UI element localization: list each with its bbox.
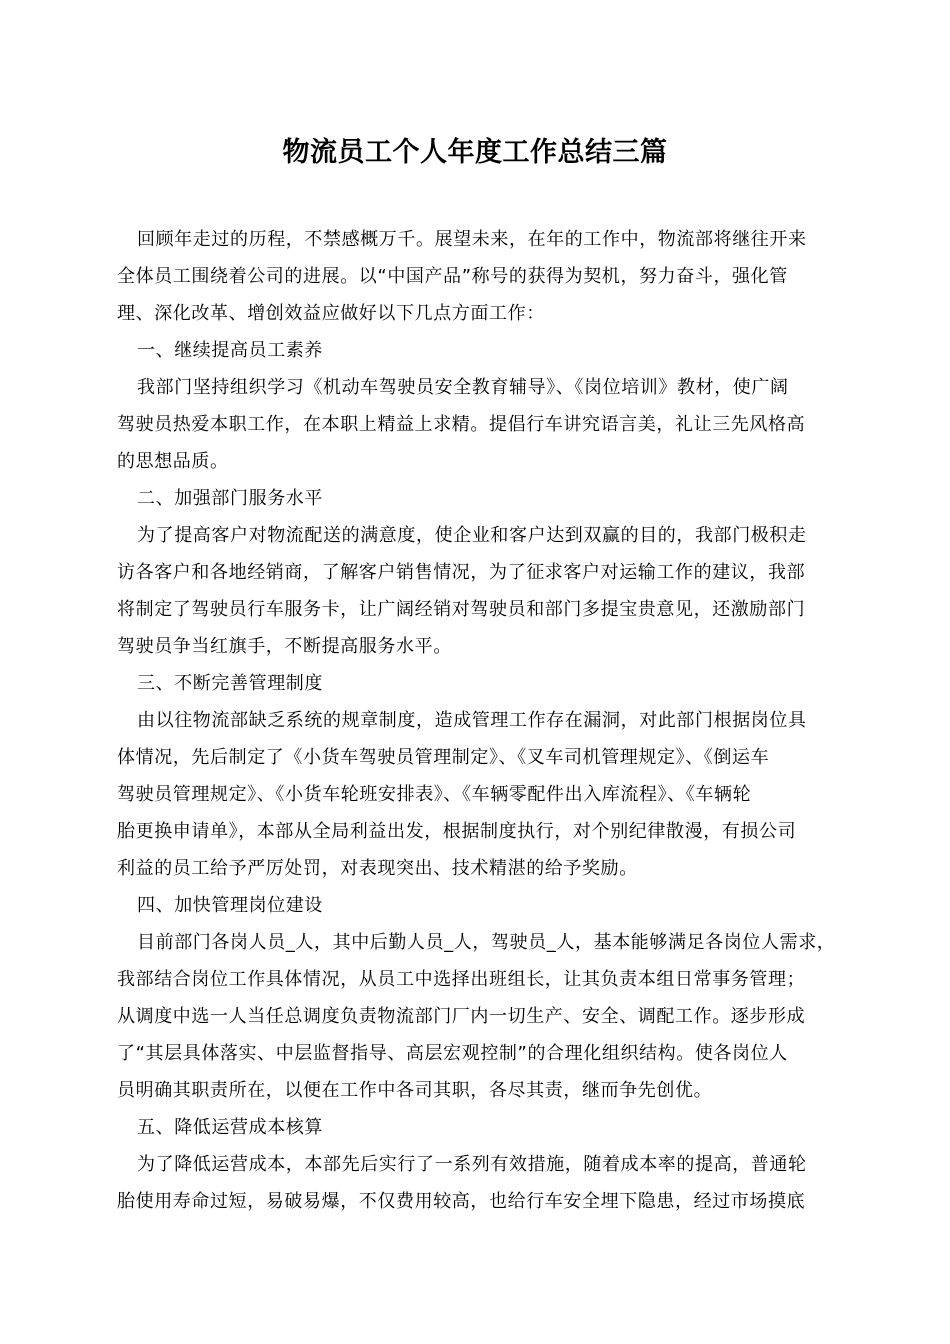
section-heading: 三、不断完善管理制度 (137, 673, 323, 694)
paragraph-line: 回顾年走过的历程，不禁感概万千。展望未来，在年的工作中，物流部将继往开来 (137, 229, 807, 250)
paragraph-line: 全体员工围绕着公司的进展。以“中国产品”称号的获得为契机，努力奋斗，强化管 (117, 266, 788, 287)
paragraph-line: 驾驶员管理规定》、《小货车轮班安排表》、《车辆零配件出入库流程》、《车辆轮 (117, 784, 752, 805)
section-heading: 二、加强部门服务水平 (137, 488, 323, 509)
paragraph-line: 体情况，先后制定了《小货车驾驶员管理制定》、《叉车司机管理规定》、《倒运车 (117, 747, 770, 768)
paragraph-line: 为了提高客户对物流配送的满意度，使企业和客户达到双赢的目的，我部门极积走 (137, 525, 807, 546)
section-heading: 四、加快管理岗位建设 (137, 895, 323, 916)
paragraph-line: 理、深化改革、增创效益应做好以下几点方面工作： (117, 303, 545, 324)
paragraph-line: 员明确其职责所在，以便在工作中各司其职，各尽其责，继而争先创优。 (117, 1080, 713, 1101)
section-heading: 五、降低运营成本核算 (137, 1117, 323, 1138)
paragraph-line: 胎使用寿命过短，易破易爆，不仅费用较高，也给行车安全埋下隐患，经过市场摸底 (117, 1191, 806, 1212)
paragraph-line: 访各客户和各地经销商，了解客户销售情况，为了征求客户对运输工作的建议，我部 (117, 562, 806, 583)
paragraph-line: 我部结合岗位工作具体情况，从员工中选择出班组长，让其负责本组日常事务管理； (117, 969, 806, 990)
paragraph-line: 了“其层具体落实、中层监督指导、高层宏观控制”的合理化组织结构。使各岗位人 (117, 1043, 788, 1064)
paragraph-line: 我部门坚持组织学习《机动车驾驶员安全教育辅导》、《岗位培训》教材，使广阔 (137, 377, 789, 398)
paragraph-line: 利益的员工给予严厉处罚，对表现突出、技术精湛的给予奖励。 (117, 858, 638, 879)
paragraph-line: 目前部门各岗人员_人，其中后勤人员_人，驾驶员_人，基本能够满足各岗位人需求， (137, 932, 836, 953)
paragraph-line: 驾驶员热爱本职工作，在本职上精益上求精。提倡行车讲究语言美，礼让三先风格高 (117, 414, 806, 435)
document-title: 物流员工个人年度工作总结三篇 (282, 137, 668, 168)
paragraph-line: 驾驶员争当红旗手，不断提高服务水平。 (117, 636, 452, 657)
paragraph-line: 的思想品质。 (117, 451, 229, 472)
section-heading: 一、继续提高员工素养 (137, 340, 323, 361)
paragraph-line: 将制定了驾驶员行车服务卡，让广阔经销对驾驶员和部门多提宝贵意见，还激励部门 (117, 599, 806, 620)
paragraph-line: 由以往物流部缺乏系统的规章制度，造成管理工作存在漏洞，对此部门根据岗位具 (137, 710, 807, 731)
paragraph-line: 从调度中选一人当任总调度负责物流部门厂内一切生产、安全、调配工作。逐步形成 (117, 1006, 806, 1027)
paragraph-line: 胎更换申请单》，本部从全局利益出发，根据制度执行，对个别纪律散漫，有损公司 (117, 821, 797, 842)
paragraph-line: 为了降低运营成本，本部先后实行了一系列有效措施，随着成本率的提高，普通轮 (137, 1154, 807, 1175)
